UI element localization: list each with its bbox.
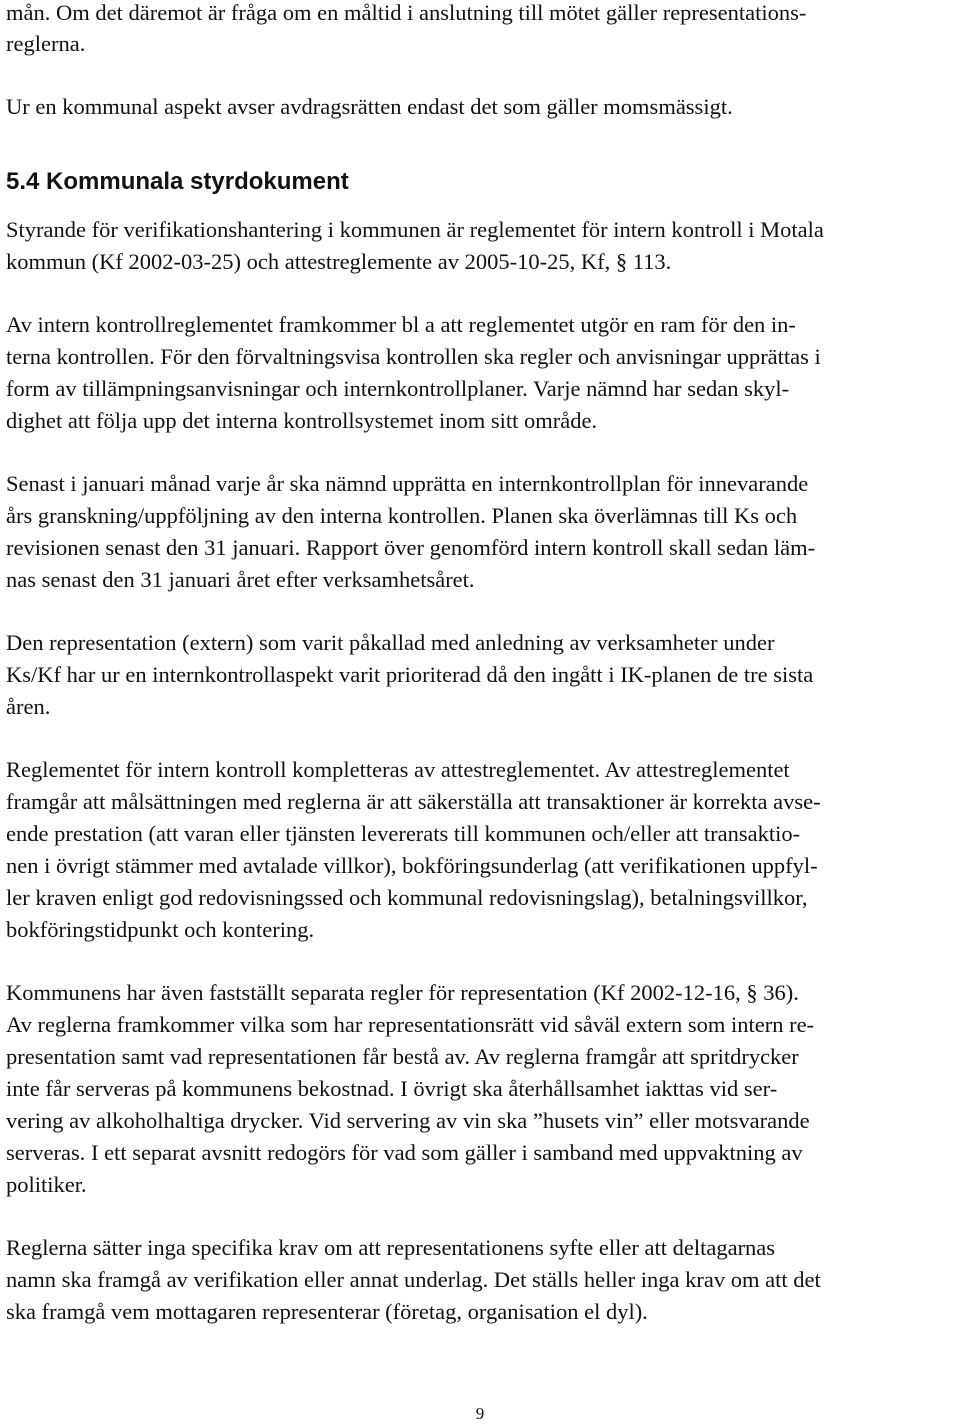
text-line: Styrande för verifikationshantering i kommunen är reglementet för intern kontroll i Motala — [6, 217, 824, 242]
text-line: åren. — [6, 694, 51, 719]
text-line: inte får serveras på kommunens bekostnad. I övrigt ska återhållsamhet iakttas vid ser- — [6, 1076, 778, 1101]
text-line: års granskning/uppföljning av den interna kontrollen. Planen ska överlämnas till Ks och — [6, 503, 798, 528]
text-line: form av tillämpningsanvisningar och internkontrollplaner. Varje nämnd har sedan skyl- — [6, 376, 790, 401]
text-line: ende prestation (att varan eller tjänsten levererats till kommunen och/eller att transaktio- — [6, 821, 801, 846]
text-line: serveras. I ett separat avsnitt redogörs för vad som gäller i samband med uppvaktning av — [6, 1140, 803, 1165]
text-line: Av intern kontrollreglementet framkommer bl a att reglementet utgör en ram för den in- — [6, 312, 796, 337]
municipal-note: Ur en kommunal aspekt avser avdragsrätten endast det som gäller momsmässigt. — [6, 94, 733, 119]
text-line: politiker. — [6, 1172, 87, 1197]
text-line: Reglerna sätter inga specifika krav om att representationens syfte eller att deltagarnas — [6, 1235, 776, 1260]
text-line: Ks/Kf har ur en internkontrollaspekt varit prioriterad då den ingått i IK-planen de tre sista — [6, 662, 814, 687]
text-line: Reglementet för intern kontroll kompletteras av attestreglementet. Av attestreglementet — [6, 757, 790, 782]
text-line: Senast i januari månad varje år ska nämnd upprätta en internkontrollplan för innevarande — [6, 471, 809, 496]
text-line: nen i övrigt stämmer med avtalade villkor), bokföringsunderlag (att verifikationen uppfyl- — [6, 853, 818, 878]
text-line: revisionen senast den 31 januari. Rapport över genomförd intern kontroll skall sedan läm- — [6, 535, 816, 560]
text-line: Den representation (extern) som varit påkallad med anledning av verksamheter under — [6, 630, 775, 655]
text-line: presentation samt vad representationen får bestå av. Av reglerna framgår att spritdrycker — [6, 1044, 799, 1069]
text-line: terna kontrollen. För den förvaltningsvisa kontrollen ska regler och anvisningar upprättas i — [6, 344, 821, 369]
text-line: reglerna. — [6, 31, 86, 56]
text-line: bokföringstidpunkt och kontering. — [6, 917, 315, 942]
text-line: nas senast den 31 januari året efter verksamhetsåret. — [6, 567, 475, 592]
section-heading: 5.4 Kommunala styrdokument — [6, 168, 349, 195]
text-line: namn ska framgå av verifikation eller annat underlag. Det ställs heller inga krav om att det — [6, 1267, 821, 1292]
text-line: framgår att målsättningen med reglerna är att säkerställa att transaktioner är korrekta avse- — [6, 789, 821, 814]
text-line: Kommunens har även fastställt separata regler för representation (Kf 2002-12-16, § 36). — [6, 980, 799, 1005]
text-line: ska framgå vem mottagaren representerar (företag, organisation el dyl). — [6, 1299, 648, 1324]
text-line: kommun (Kf 2002-03-25) och attestreglemente av 2005-10-25, Kf, § 113. — [6, 249, 672, 274]
text-line: dighet att följa upp det interna kontrollsystemet inom sitt område. — [6, 408, 598, 433]
text-line: mån. Om det däremot är fråga om en måltid i anslutning till mötet gäller representations- — [6, 0, 807, 25]
text-line: vering av alkoholhaltiga drycker. Vid servering av vin ska ”husets vin” eller motsvarande — [6, 1108, 810, 1133]
page-number: 9 — [475, 1404, 485, 1423]
text-line: Av reglerna framkommer vilka som har representationsrätt vid såväl extern som intern re- — [6, 1012, 815, 1037]
text-line: ler kraven enligt god redovisningssed och kommunal redovisningslag), betalningsvillkor, — [6, 885, 808, 910]
